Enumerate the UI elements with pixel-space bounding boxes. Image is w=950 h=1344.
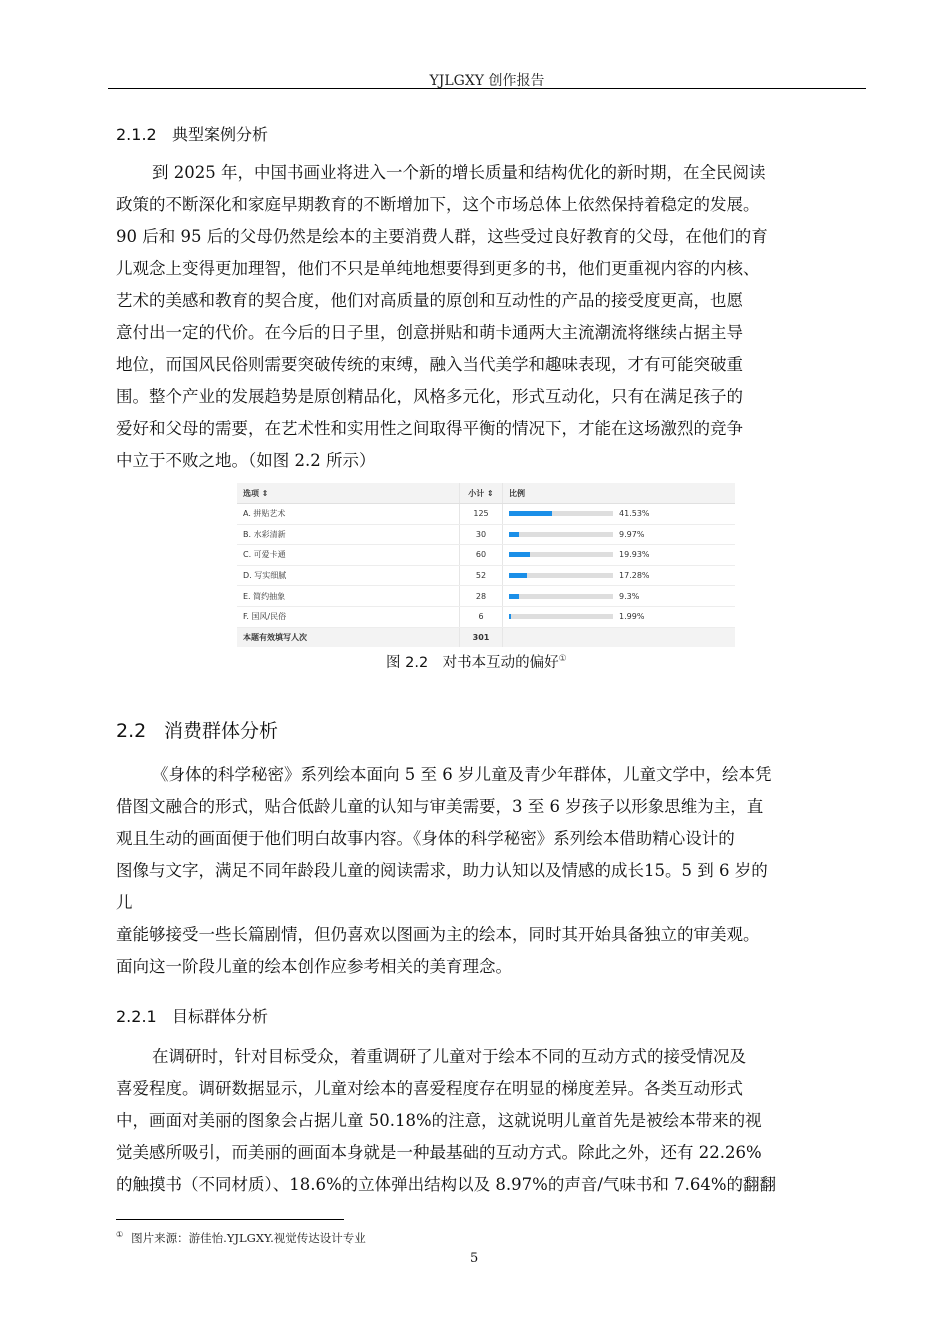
total-empty-cell (503, 627, 736, 647)
total-row (237, 627, 735, 647)
ratio-bar-fill (509, 511, 552, 516)
text-line: 儿观念上变得更加理智，他们不只是单纯地想要得到更多的书，他们更重视内容的内核、 (116, 259, 760, 278)
text-line: 地位，而国风民俗则需要突破传统的束缚，融入当代美学和趣味表现，才有可能突破重 (116, 355, 743, 374)
table-row (237, 545, 735, 566)
ratio-bar-fill (509, 532, 519, 537)
ratio-bar-track (509, 594, 613, 599)
ratio-bar-track (509, 573, 613, 578)
text-line: 喜爱程度。调研数据显示，儿童对绘本的喜爱程度存在明显的梯度差异。各类互动形式 (116, 1079, 743, 1098)
option-label: E. 简约抽象 (237, 586, 460, 607)
table-row (237, 606, 735, 627)
text-line: 在调研时，针对目标受众，着重调研了儿童对于绘本不同的互动方式的接受情况及 (152, 1047, 746, 1066)
paragraph-consumer-group (116, 759, 864, 983)
section-number: 2.2.1 (116, 1007, 157, 1026)
ratio-percent: 19.93% (619, 550, 650, 560)
option-count: 28 (460, 586, 503, 607)
ratio-bar-track (509, 614, 613, 619)
ratio-percent: 9.3% (619, 591, 640, 601)
table-row (237, 565, 735, 586)
text-line: 儿 (116, 893, 133, 912)
option-label: C. 可爱卡通 (237, 545, 460, 566)
section-number: 2.1.2 (116, 125, 157, 144)
ratio-bar-track (509, 511, 613, 516)
page-number: 5 (470, 1251, 479, 1266)
section-2-2-1-heading (116, 1004, 268, 1027)
text-line: 围。整个产业的发展趋势是原创精品化，风格多元化，形式互动化，只有在满足孩子的 (116, 387, 743, 406)
ratio-percent: 17.28% (619, 571, 650, 581)
text-line: 借图文融合的形式，贴合低龄儿童的认知与审美需要，3 至 6 岁孩子以形象思维为主，直 (116, 797, 764, 816)
text-line: 观且生动的画面便于他们明白故事内容。《身体的科学秘密》系列绘本借助精心设计的 (116, 829, 735, 848)
section-2-1-2-heading (116, 122, 268, 145)
ratio-bar-track (509, 552, 613, 557)
text-line: 政策的不断深化和家庭早期教育的不断增加下，这个市场总体上依然保持着稳定的发展。 (116, 195, 760, 214)
ratio-cell (503, 586, 736, 607)
text-line: 到 2025 年，中国书画业将进入一个新的增长质量和结构优化的新时期，在全民阅读 (152, 163, 766, 182)
ratio-bar-fill (509, 594, 519, 599)
section-2-2-heading (116, 716, 278, 743)
table-row (237, 524, 735, 545)
text-line: 艺术的美感和教育的契合度，他们对高质量的原创和互动性的产品的接受度更高，也愿 (116, 291, 743, 310)
ratio-cell (503, 524, 736, 545)
paragraph-market-trend (116, 157, 864, 477)
footnote-rule (116, 1219, 344, 1220)
text-line: 90 后和 95 后的父母仍然是绘本的主要消费人群，这些受过良好教育的父母，在他们的育 (116, 227, 768, 246)
ratio-cell (503, 565, 736, 586)
section-number: 2.2 (116, 720, 147, 742)
text-line: 童能够接受一些长篇剧情，但仍喜欢以图画为主的绘本，同时其开始具备独立的审美观。 (116, 925, 760, 944)
option-count: 30 (460, 524, 503, 545)
ratio-percent: 41.53% (619, 509, 650, 519)
option-label: A. 拼贴艺术 (237, 504, 460, 525)
option-label: B. 水彩清新 (237, 524, 460, 545)
section-title: 典型案例分析 (172, 125, 269, 144)
footnote-marker: ① (116, 1230, 124, 1240)
ratio-bar-fill (509, 614, 511, 619)
table-row (237, 586, 735, 607)
ratio-percent: 1.99% (619, 612, 645, 622)
ratio-cell (503, 606, 736, 627)
text-line: 面向这一阶段儿童的绘本创作应参考相关的美育理念。 (116, 957, 512, 976)
text-line: 觉美感所吸引，而美丽的画面本身就是一种最基础的互动方式。除此之外，还有 22.26% (116, 1143, 762, 1162)
figure-caption (386, 651, 567, 672)
text-line: 中立于不败之地。（如图 2.2 所示） (116, 451, 376, 470)
section-title: 目标群体分析 (172, 1007, 269, 1026)
ratio-bar-track (509, 532, 613, 537)
caption-text: 图 2.2 对书本互动的偏好 (386, 655, 559, 671)
ratio-cell (503, 504, 736, 525)
column-header-option[interactable]: 选项 ⇕ (237, 483, 460, 504)
ratio-cell (503, 545, 736, 566)
page-header: YJLGXY 创作报告 (429, 73, 545, 89)
column-header-ratio: 比例 (503, 483, 736, 504)
survey-result-table (237, 483, 735, 641)
header-rule (108, 88, 866, 89)
footnote-marker: ① (558, 654, 567, 665)
footnote (116, 1230, 366, 1246)
text-line: 《身体的科学秘密》系列绘本面向 5 至 6 岁儿童及青少年群体，儿童文学中，绘本凭 (152, 765, 772, 784)
option-count: 6 (460, 606, 503, 627)
text-line: 意付出一定的代价。在今后的日子里，创意拼贴和萌卡通两大主流潮流将继续占据主导 (116, 323, 743, 342)
text-line: 图像与文字，满足不同年龄段儿童的阅读需求，助力认知以及情感的成长15。5 到 6 岁的 (116, 861, 768, 880)
column-header-count[interactable]: 小计 ⇕ (460, 483, 503, 504)
text-line: 的触摸书（不同材质）、18.6%的立体弹出结构以及 8.97%的声音/气味书和 7.64%的翻翻 (116, 1175, 777, 1194)
paragraph-target-group (116, 1041, 864, 1201)
option-count: 125 (460, 504, 503, 525)
ratio-percent: 9.97% (619, 529, 645, 539)
footnote-text: 图片来源：游佳怡.YJLGXY.视觉传达设计专业 (131, 1231, 366, 1245)
total-count: 301 (460, 627, 503, 647)
total-label: 本题有效填写人次 (237, 627, 460, 647)
option-label: F. 国风/民俗 (237, 606, 460, 627)
text-line: 爱好和父母的需要，在艺术性和实用性之间取得平衡的情况下，才能在这场激烈的竞争 (116, 419, 743, 438)
table-row (237, 504, 735, 525)
section-title: 消费群体分析 (164, 720, 279, 742)
ratio-bar-fill (509, 552, 530, 557)
option-label: D. 写实细腻 (237, 565, 460, 586)
option-count: 52 (460, 565, 503, 586)
option-count: 60 (460, 545, 503, 566)
ratio-bar-fill (509, 573, 527, 578)
text-line: 中，画面对美丽的图象会占据儿童 50.18%的注意，这就说明儿童首先是被绘本带来的视 (116, 1111, 762, 1130)
